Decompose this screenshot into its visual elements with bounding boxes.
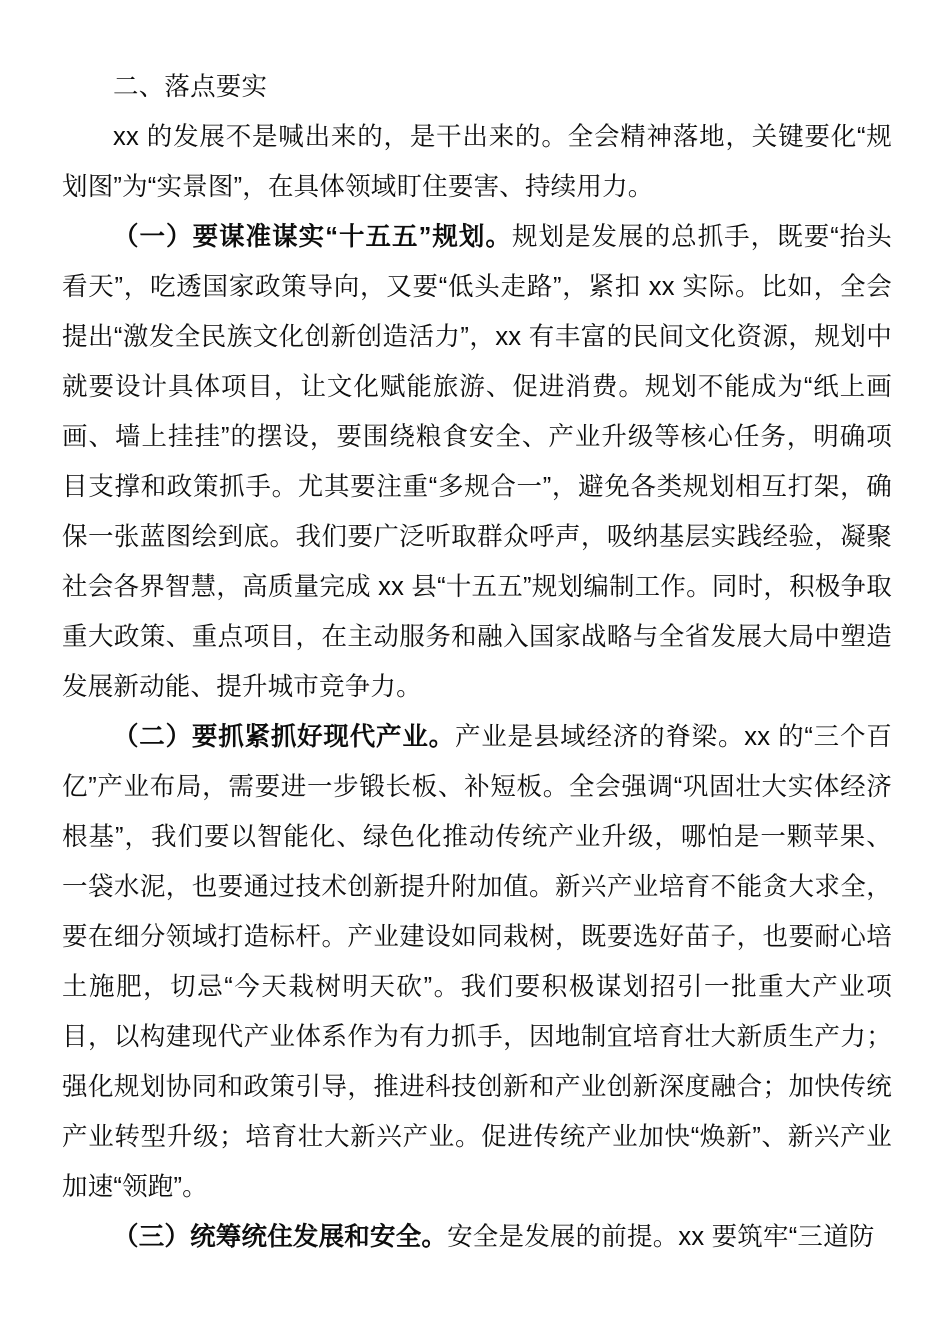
paragraph-item-two	[62, 712, 892, 1212]
paragraph-item-one-text: 规划是发展的总抓手，既要“抬头看天”，吃透国家政策导向，又要“低头走路”，紧扣 xx 实际。比如，全会提出“激发全民族文化创新创造活力”，xx 有丰富的民间文化资源，规划中就要设计具体项目，让文化赋能旅游、促进消费。规划不能成为“纸上画画、墙上挂挂”的摆设，要围绕粮食安全、产业升级等核心任务，明确项目支撑和政策抓手。尤其要注重“多规合一”，避免各类规划相互打架，确保一张蓝图绘到底。我们要广泛听取群众呼声，吸纳基层实践经验，凝聚社会各界智慧，高质量完成 xx 县“十五五”规划编制工作。同时，积极争取重大政策、重点项目，在主动服务和融入国家战略与全省发展大局中塑造发展新动能、提升城市竞争力。	[62, 223, 893, 701]
paragraph-item-one-lead: （一）要谋准谋实“十五五”规划。	[113, 223, 512, 251]
paragraph-item-two-lead: （二）要抓紧抓好现代产业。	[113, 723, 455, 751]
paragraph-intro-text: xx 的发展不是喊出来的，是干出来的。全会精神落地，关键要化“规划图”为“实景图”，在具体领域盯住要害、持续用力。	[62, 123, 892, 201]
paragraph-item-one	[62, 212, 892, 712]
paragraph-intro	[62, 112, 892, 212]
document-body	[62, 62, 892, 1262]
section-heading: 二、落点要实	[113, 73, 268, 101]
paragraph-item-three-lead: （三）统筹统住发展和安全。	[113, 1223, 448, 1251]
paragraph-item-three-text: 安全是发展的前提。xx 要筑牢“三道防	[447, 1223, 875, 1251]
paragraph-item-two-text: 产业是县域经济的脊梁。xx 的“三个百亿”产业布局，需要进一步锻长板、补短板。全会强调“巩固壮大实体经济根基”，我们要以智能化、绿色化推动传统产业升级，哪怕是一颗苹果、一袋水泥，也要通过技术创新提升附加值。新兴产业培育不能贪大求全，要在细分领域打造标杆。产业建设如同栽树，既要选好苗子，也要耐心培土施肥，切忌“今天栽树明天砍”。我们要积极谋划招引一批重大产业项目，以构建现代产业体系作为有力抓手，因地制宜培育壮大新质生产力；强化规划协同和政策引导，推进科技创新和产业创新深度融合；加快传统产业转型升级；培育壮大新兴产业。促进传统产业加快“焕新”、新兴产业加速“领跑”。	[62, 723, 892, 1201]
paragraph-item-three	[62, 1212, 892, 1262]
